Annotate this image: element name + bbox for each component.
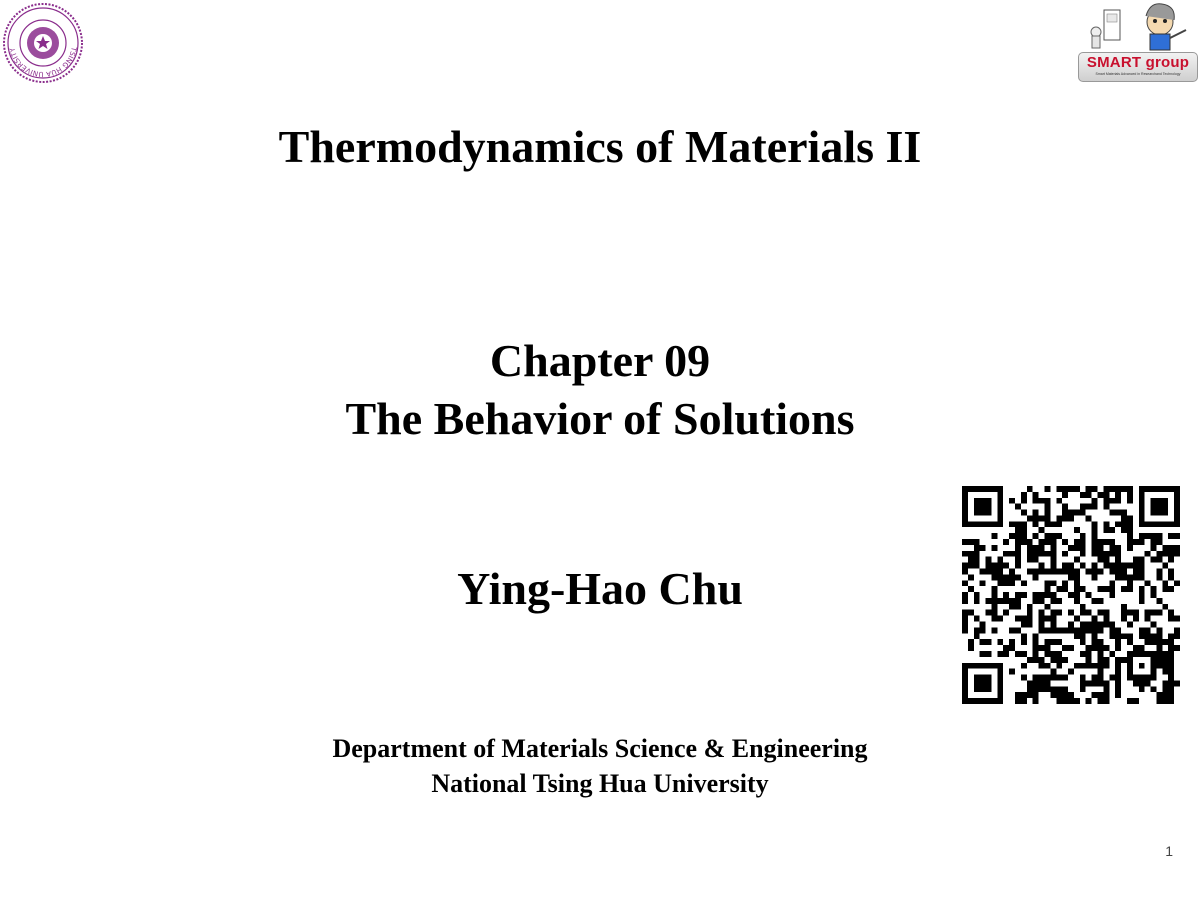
chapter-number: Chapter 09 [489, 335, 711, 386]
smart-group-badge [1078, 52, 1198, 82]
qr-code-icon [962, 486, 1180, 704]
department-name: Department of Materials Science & Engineering [332, 734, 868, 763]
chapter-title: The Behavior of Solutions [345, 393, 855, 444]
cartoon-scientist-icon [1076, 2, 1200, 52]
affiliation-block [0, 731, 1200, 801]
smart-group-name: SMART group [1086, 54, 1190, 71]
author-name: Ying-Hao Chu [457, 563, 743, 614]
smart-group-tagline: Smart Materials Advanced in Researchand Technology [1095, 72, 1181, 76]
seal-ring-text: TSING HUA UNIVERSITY [8, 46, 78, 79]
slide-title: Thermodynamics of Materials II [278, 121, 922, 172]
page-number: 1 [1165, 843, 1173, 859]
smart-group-logo [1076, 2, 1200, 82]
university-name: National Tsing Hua University [431, 769, 769, 798]
chapter-block [0, 332, 1200, 448]
university-seal-icon [2, 2, 84, 84]
